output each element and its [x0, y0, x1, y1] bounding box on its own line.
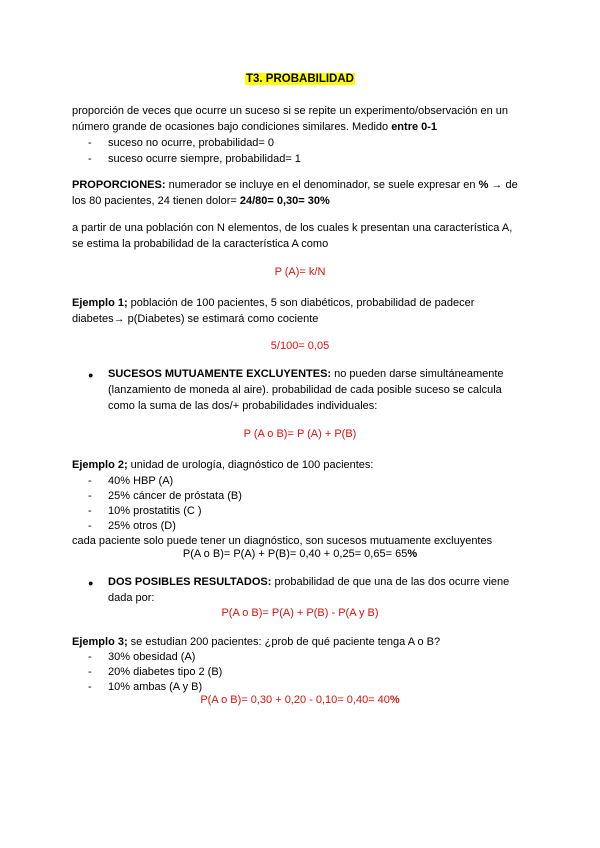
dos-resultados-line-2: dada por: — [108, 592, 155, 604]
bullet-icon: ● — [88, 578, 94, 588]
ejemplo2-line-2: cada paciente solo puede tener un diagnóstico, son sucesos mutuamente excluyentes — [72, 535, 493, 547]
list-item: suceso ocurre siempre, probabilidad= 1 — [108, 153, 301, 165]
proporciones-line-2: los 80 pacientes, 24 tienen dolor= 24/80= 0,30= 30% — [72, 195, 330, 207]
list-item: 10% ambas (A y B) — [108, 681, 203, 693]
mutuamente-line-3: como la suma de las dos/+ probabilidades individuales: — [108, 400, 378, 412]
ejemplo3-line-1: Ejemplo 3; se estudian 200 pacientes: ¿prob de qué paciente tenga A o B? — [72, 636, 441, 648]
list-item: suceso no ocurre, probabilidad= 0 — [108, 137, 275, 149]
ejemplo2-result: P(A o B)= P(A) + P(B)= 0,40 + 0,25= 0,65= 65% — [182, 548, 418, 560]
poblacion-line-2: se estima la probabilidad de la característica A como — [72, 238, 329, 250]
dos-resultados-line-1: DOS POSIBLES RESULTADOS: probabilidad de que una de las dos ocurre viene — [108, 576, 510, 588]
poblacion-line-1: a partir de una población con N elementos, de los cuales k presentan una característica A, — [72, 222, 513, 234]
ejemplo3-result: P(A o B)= 0,30 + 0,20 - 0,10= 0,40= 40% — [200, 694, 400, 706]
list-item: 30% obesidad (A) — [108, 651, 196, 663]
intro-line-1: proporción de veces que ocurre un suceso si se repite un experimento/observación en un — [72, 105, 508, 117]
formula-pa: P (A)= k/N — [274, 266, 326, 278]
bullet-icon: ● — [88, 370, 94, 380]
list-item: 10% prostatitis (C ) — [108, 505, 202, 517]
formula-dos-resultados: P(A o B)= P(A) + P(B) - P(A y B) — [221, 607, 379, 619]
formula-ejemplo1: 5/100= 0,05 — [270, 340, 330, 352]
ejemplo1-line-2: diabetes→ p(Diabetes) se estimará como cociente — [72, 313, 319, 325]
list-item: 40% HBP (A) — [108, 475, 174, 487]
list-item: 25% cáncer de próstata (B) — [108, 490, 242, 502]
proporciones-line-1: PROPORCIONES: numerador se incluye en el denominador, se suele expresar en % → de — [72, 179, 518, 191]
intro-line-2: número grande de ocasiones bajo condiciones similares. Medido entre 0-1 — [72, 121, 438, 133]
mutuamente-line-2: (lanzamiento de moneda al aire). probabilidad de cada posible suceso se calcula — [108, 384, 502, 396]
list-item: 20% diabetes tipo 2 (B) — [108, 666, 223, 678]
ejemplo2-line-1: Ejemplo 2; unidad de urología, diagnóstico de 100 pacientes: — [72, 459, 374, 471]
page-title: T3. PROBABILIDAD — [246, 73, 354, 85]
ejemplo1-line-1: Ejemplo 1; población de 100 pacientes, 5 son diabéticos, probabilidad de padecer — [72, 297, 475, 309]
mutuamente-line-1: SUCESOS MUTUAMENTE EXCLUYENTES: no pueden darse simultáneamente — [108, 368, 504, 380]
list-item: 25% otros (D) — [108, 520, 176, 532]
formula-mutuamente: P (A o B)= P (A) + P(B) — [243, 428, 357, 440]
